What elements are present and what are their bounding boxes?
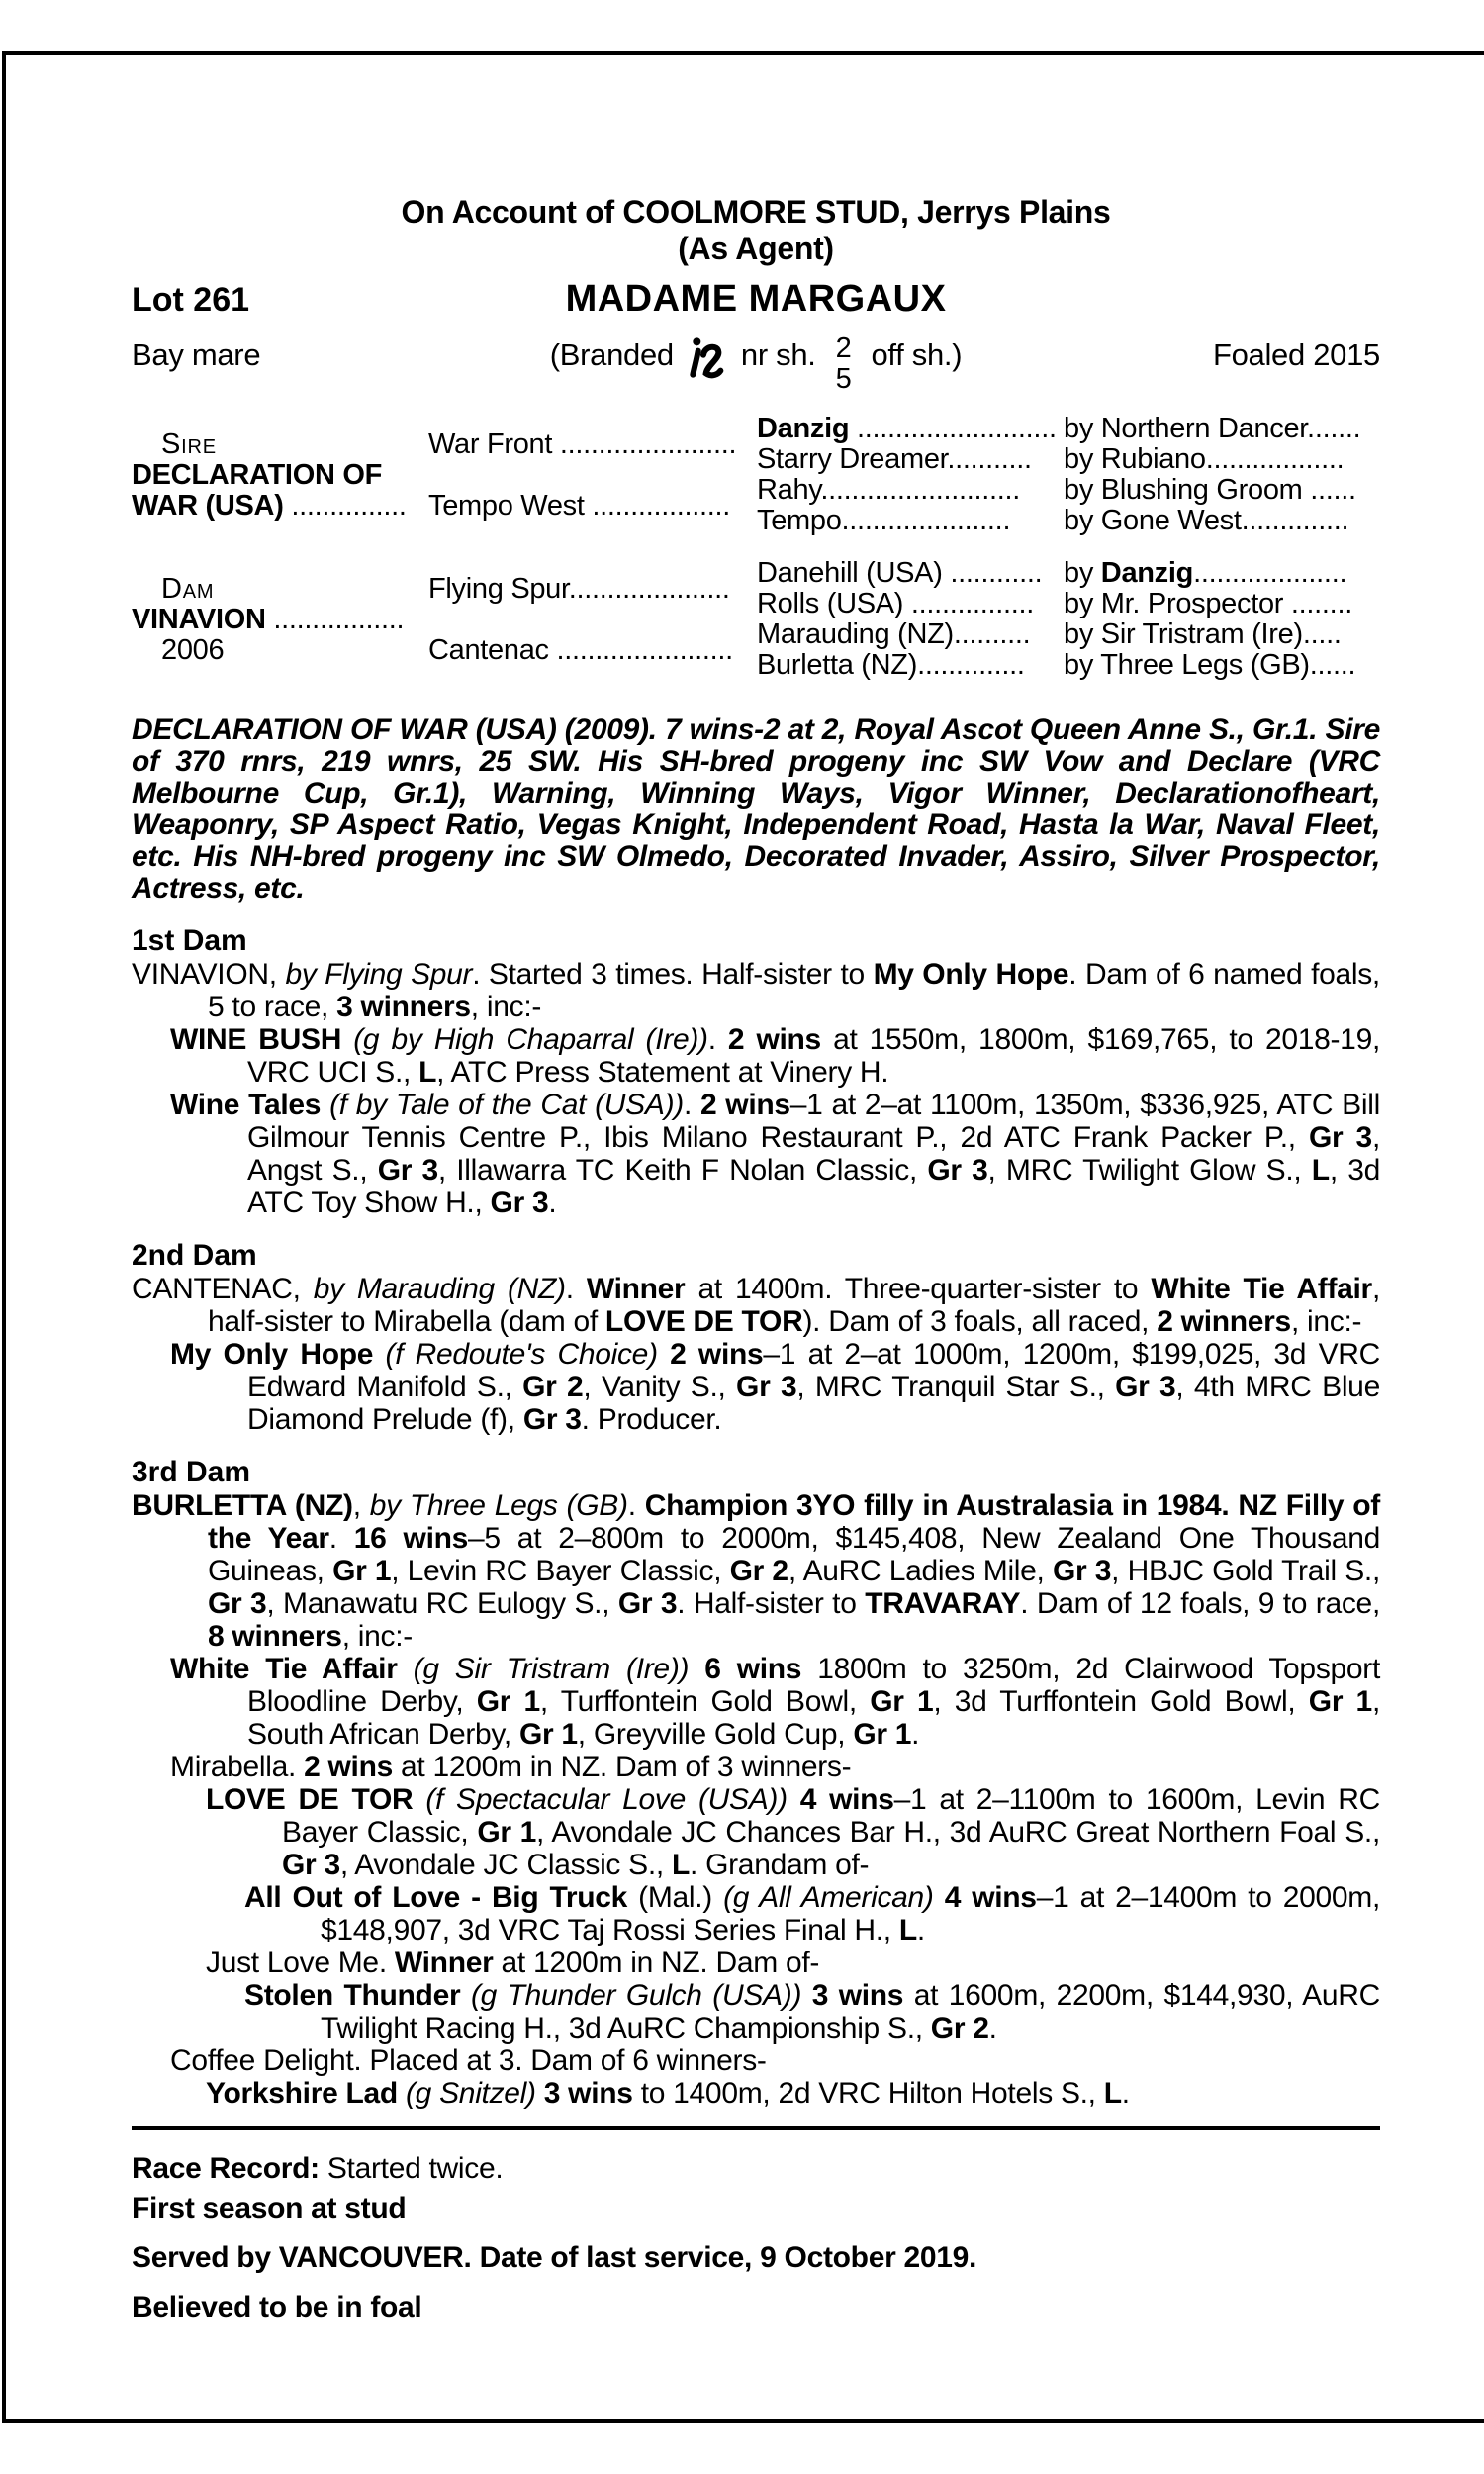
dam-name-line: VINAVION ................. (132, 603, 405, 635)
pedigree-paragraph: WINE BUSH (g by High Chaparral (Ire)). 2 wins at 1550m, 1800m, $169,765, to 2018-19, VRC UCI S., L, ATC Press Statement at Vinery H. (170, 1023, 1380, 1089)
page-content (132, 194, 1380, 2328)
pedigree-cell: Rolls (USA) ................ (757, 589, 1035, 619)
race-record-line: Race Record: Started twice. (132, 2152, 504, 2185)
pedigree-cell: Danzig .......................... (757, 414, 1057, 444)
pedigree-sire-group (132, 414, 428, 536)
pedigree-paragraph: Mirabella. 2 wins at 1200m in NZ. Dam of 3 winners- (170, 1751, 852, 1783)
agent-line: (As Agent) (678, 231, 834, 266)
dam-sections (132, 924, 1380, 2110)
pedigree-paragraph: BURLETTA (NZ), by Three Legs (GB). Champion 3YO filly in Australasia in 1984. NZ Filly of the Year. 16 wins–5 at 2–800m to 2000m, $145,408, New Zealand One Thousand Guineas, Gr 1, Levin RC Bayer Classic, Gr 2, AuRC Ladies Mile, Gr 3, HBJC Gold Trail S., Gr 3, Manawatu RC Eulogy S., Gr 3. Half-sister to TRAVARAY. Dam of 12 foals, 9 to race, 8 winners, inc:- (132, 1489, 1380, 1653)
race-record-line: Served by VANCOUVER. Date of last service, 9 October 2019. (132, 2241, 977, 2274)
sire-name-line: DECLARATION OF (132, 458, 383, 491)
dam-section-heading: 2nd Dam (132, 1239, 257, 1272)
dam-section-heading: 3rd Dam (132, 1456, 251, 1488)
pedigree-cell: by Danzig.................... (1064, 558, 1347, 589)
pedigree-paragraph: White Tie Affair (g Sir Tristram (Ire)) 6 wins 1800m to 3250m, 2d Clairwood Topsport Bloodline Derby, Gr 1, Turffontein Gold Bowl, Gr 1, 3d Turffontein Gold Bowl, Gr 1, South African Derby, Gr 1, Greyville Gold Cup, Gr 1. (170, 1653, 1381, 1751)
pedigree-cell: by Rubiano.................. (1064, 444, 1345, 475)
pedigree-paragraph: Coffee Delight. Placed at 3. Dam of 6 winners- (170, 2045, 767, 2077)
pedigree-paragraph: VINAVION, by Flying Spur. Started 3 times. Half-sister to My Only Hope. Dam of 6 named foals, 5 to race, 3 winners, inc:- (132, 958, 1380, 1023)
pedigree-cell: Flying Spur..................... (428, 572, 730, 605)
race-record-line: Believed to be in foal (132, 2291, 422, 2324)
brand-number-top: 2 (835, 333, 852, 364)
pedigree-table (132, 414, 1380, 681)
race-record-line: First season at stud (132, 2192, 407, 2225)
pedigree-cell: by Mr. Prospector ........ (1064, 589, 1352, 619)
brand-number-fraction (836, 333, 852, 395)
sire-label: Sire (161, 428, 217, 460)
horse-name: MADAME MARGAUX (565, 278, 947, 320)
off-sh-label: off sh.) (871, 337, 963, 372)
vendor-account-line: On Account of COOLMORE STUD, Jerrys Plains (401, 194, 1111, 230)
pedigree-paragraph: Wine Tales (f by Tale of the Cat (USA)). 2 wins–1 at 2–at 1100m, 1350m, $336,925, ATC Bill Gilmour Tennis Centre P., Ibis Milano Restaurant P., 2d ATC Frank Packer P., Gr 3, Angst S., Gr 3, Illawarra TC Keith F Nolan Classic, Gr 3, MRC Twilight Glow S., L, 3d ATC Toy Show H., Gr 3. (170, 1089, 1380, 1219)
info-row (132, 325, 1380, 395)
pedigree-cell: by Gone West.............. (1064, 506, 1349, 536)
foaled-year: Foaled 2015 (1212, 337, 1380, 372)
pedigree-cell: Cantenac ....................... (428, 633, 733, 666)
pedigree-cell: Tempo West .................. (428, 489, 731, 522)
pedigree-paragraph: LOVE DE TOR (f Spectacular Love (USA)) 4 wins–1 at 2–1100m to 1600m, Levin RC Bayer Classic, Gr 1, Avondale JC Chances Bar H., 3d AuRC Great Northern Foal S., Gr 3, Avondale JC Classic S., L. Grandam of- (206, 1783, 1380, 1881)
pedigree-cell: War Front ....................... (428, 428, 737, 460)
pedigree-cell: by Three Legs (GB)...... (1064, 650, 1356, 681)
pedigree-paragraph: All Out of Love - Big Truck (Mal.) (g All American) 4 wins–1 at 2–1400m to 2000m, $148,907, 3d VRC Taj Rossi Series Final H., L. (244, 1881, 1381, 1947)
brand-number-bottom: 5 (835, 363, 852, 395)
coolmore-brand-mark-icon (688, 334, 727, 386)
pedigree-paragraph: CANTENAC, by Marauding (NZ). Winner at 1400m. Three-quarter-sister to White Tie Affair, half-sister to Mirabella (dam of LOVE DE TOR). Dam of 3 foals, all raced, 2 winners, inc:- (132, 1273, 1380, 1338)
pedigree-cell: Rahy.......................... (757, 475, 1021, 506)
sire-blurb: DECLARATION OF WAR (USA) (2009). 7 wins-2 at 2, Royal Ascot Queen Anne S., Gr.1. Sire of 370 rnrs, 219 wnrs, 25 SW. His SH-bred progeny inc SW Vow and Declare (VRC Melbourne Cup, Gr.1), Warning, Winning Ways, Vigor Winner, Declarationofheart, Weaponry, SP Aspect Ratio, Vegas Knight, Independent Road, Hasta la War, Naval Fleet, etc. His NH-bred progeny inc SW Olmedo, Decorated Invader, Assiro, Silver Prospector, Actress, etc. (132, 714, 1380, 904)
pedigree-cell: by Northern Dancer....... (1064, 414, 1361, 444)
nr-sh-label: nr sh. (740, 337, 816, 372)
lot-number: Lot 261 (132, 281, 250, 319)
branded-open-label: (Branded (549, 337, 674, 372)
race-record-block (132, 2149, 1380, 2328)
pedigree-cell: Tempo...................... (757, 506, 1011, 536)
pedigree-cell: Danehill (USA) ............ (757, 558, 1043, 589)
pedigree-paragraph: Stolen Thunder (g Thunder Gulch (USA)) 3 wins at 1600m, 2200m, $144,930, AuRC Twilight Racing H., 3d AuRC Championship S., Gr 2. (244, 1979, 1381, 2045)
dam-foal-year: 2006 (161, 633, 225, 666)
dam-section-heading: 1st Dam (132, 924, 247, 957)
branded-line (549, 325, 963, 395)
pedigree-cell: Burletta (NZ).............. (757, 650, 1025, 681)
divider-line (132, 2126, 1380, 2130)
pedigree-dam-group (132, 558, 428, 681)
pedigree-paragraph: My Only Hope (f Redoute's Choice) 2 wins–1 at 2–at 1000m, 1200m, $199,025, 3d VRC Edward Manifold S., Gr 2, Vanity S., Gr 3, MRC Tranquil Star S., Gr 3, 4th MRC Blue Diamond Prelude (f), Gr 3. Producer. (170, 1338, 1381, 1436)
pedigree-cell: Starry Dreamer........... (757, 444, 1032, 475)
pedigree-cell: by Blushing Groom ...... (1064, 475, 1356, 506)
color-sex: Bay mare (132, 337, 261, 372)
pedigree-paragraph: Yorkshire Lad (g Snitzel) 3 wins to 1400m, 2d VRC Hilton Hotels S., L. (206, 2077, 1130, 2110)
title-row (132, 278, 1380, 321)
pedigree-paragraph: Just Love Me. Winner at 1200m in NZ. Dam of- (206, 1947, 820, 1979)
dam-label: Dam (161, 572, 215, 605)
pedigree-cell: by Sir Tristram (Ire)..... (1064, 619, 1342, 650)
pedigree-cell: Marauding (NZ).......... (757, 619, 1031, 650)
sire-name-line: WAR (USA) ............... (132, 489, 407, 522)
